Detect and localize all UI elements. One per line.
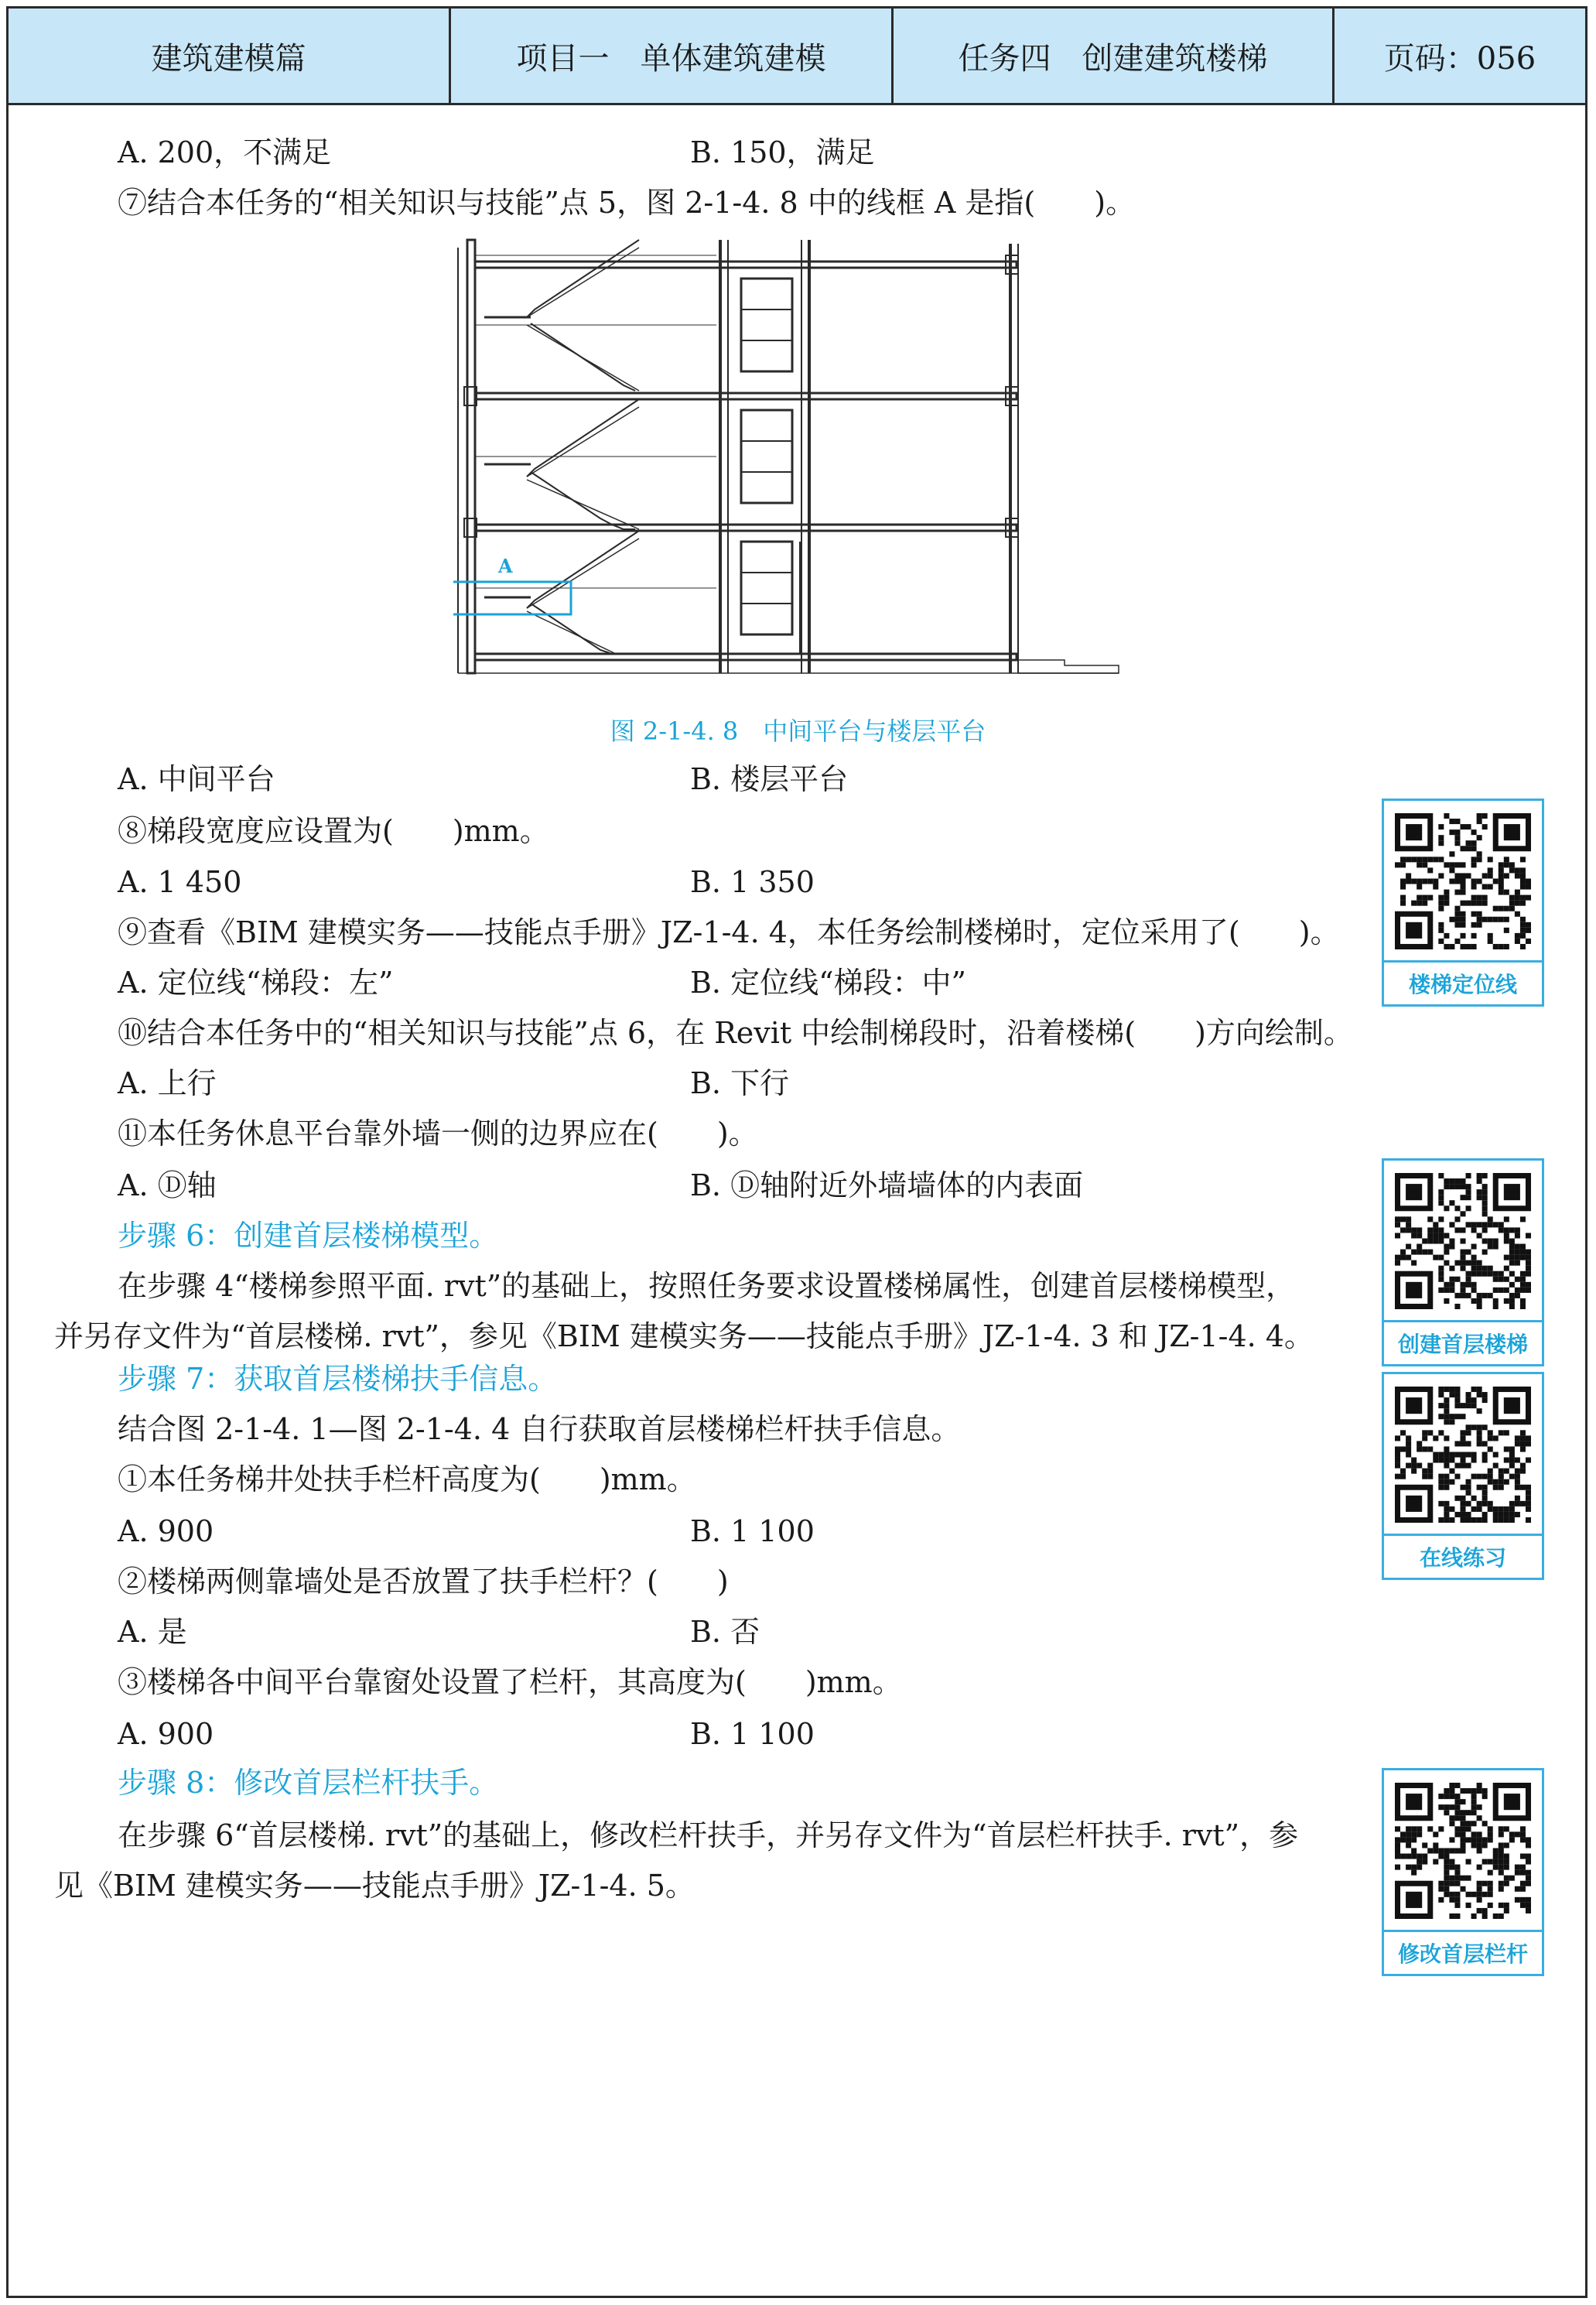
q6-option-b: B. 150，满足 — [690, 135, 875, 169]
step-8-title: 步骤 8：修改首层栏杆扶手。 — [118, 1766, 499, 1800]
step-6-paragraph-line-2: 并另存文件为“首层楼梯. rvt”，参见《BIM 建模实务——技能点手册》JZ-1-4. 3 和 JZ-1-4. 4。 — [54, 1319, 1314, 1353]
question-9: ⑨查看《BIM 建模实务——技能点手册》JZ-1-4. 4，本任务绘制楼梯时，定位采用了( )。 — [118, 915, 1340, 949]
q9-option-b: B. 定位线“梯段：中” — [690, 966, 966, 1000]
question-7: ⑦结合本任务的“相关知识与技能”点 5，图 2-1-4. 8 中的线框 A 是指( )。 — [118, 186, 1136, 220]
step-6-title: 步骤 6：创建首层楼梯模型。 — [118, 1219, 499, 1253]
step-7-q1-option-a: A. 900 — [118, 1514, 214, 1548]
stair-section-figure — [453, 232, 1134, 681]
step-7-question-3: ③楼梯各中间平台靠窗处设置了栏杆，其高度为( )mm。 — [118, 1665, 902, 1699]
qr-code-icon — [1395, 813, 1531, 949]
question-10: ⑩结合本任务中的“相关知识与技能”点 6，在 Revit 中绘制梯段时，沿着楼梯( )方向绘制。 — [118, 1016, 1353, 1050]
header-page-number: 页码：056 — [1383, 40, 1536, 77]
step-7-paragraph: 结合图 2-1-4. 1—图 2-1-4. 4 自行获取首层楼梯栏杆扶手信息。 — [118, 1412, 961, 1446]
figure-marker-a: A — [498, 555, 513, 577]
header-section: 建筑建模篇 — [9, 9, 451, 103]
q6-option-a: A. 200，不满足 — [118, 135, 332, 169]
step-7-q2-option-b: B. 否 — [690, 1615, 760, 1649]
q8-option-a: A. 1 450 — [118, 865, 242, 899]
question-11: ⑪本任务休息平台靠外墙一侧的边界应在( )。 — [118, 1117, 758, 1151]
step-6-paragraph-line-1: 在步骤 4“楼梯参照平面. rvt”的基础上，按照任务要求设置楼梯属性，创建首层楼梯模型， — [118, 1269, 1296, 1303]
header-task: 任务四 创建建筑楼梯 — [894, 9, 1335, 103]
qr-code-icon — [1395, 1173, 1531, 1309]
q10-option-a: A. 上行 — [118, 1066, 217, 1100]
q7-option-b: B. 楼层平台 — [690, 762, 849, 796]
qr-card-stair-locating-line[interactable] — [1382, 799, 1544, 1007]
qr-code-icon — [1395, 1387, 1531, 1523]
header-project: 项目一 单体建筑建模 — [451, 9, 894, 103]
page-header — [6, 6, 1587, 105]
step-7-question-1: ①本任务梯井处扶手栏杆高度为( )mm。 — [118, 1462, 696, 1496]
q8-option-b: B. 1 350 — [690, 865, 815, 899]
question-8: ⑧梯段宽度应设置为( )mm。 — [118, 814, 549, 848]
q11-option-a: A. Ⓓ轴 — [118, 1168, 217, 1202]
qr-label: 楼梯定位线 — [1384, 960, 1542, 1004]
qr-card-create-first-floor-stair[interactable] — [1382, 1158, 1544, 1366]
qr-card-modify-first-floor-railing[interactable] — [1382, 1768, 1544, 1976]
qr-label: 修改首层栏杆 — [1384, 1930, 1542, 1974]
step-7-q2-option-a: A. 是 — [118, 1615, 187, 1649]
step-7-q1-option-b: B. 1 100 — [690, 1514, 815, 1548]
step-7-title: 步骤 7：获取首层楼梯扶手信息。 — [118, 1362, 558, 1396]
step-7-q3-option-a: A. 900 — [118, 1717, 214, 1751]
q7-option-a: A. 中间平台 — [118, 762, 275, 796]
step-7-question-2: ②楼梯两侧靠墙处是否放置了扶手栏杆？( ) — [118, 1565, 729, 1599]
qr-card-online-practice[interactable] — [1382, 1372, 1544, 1580]
step-7-q3-option-b: B. 1 100 — [690, 1717, 815, 1751]
q9-option-a: A. 定位线“梯段：左” — [118, 966, 394, 1000]
step-8-paragraph-line-1: 在步骤 6“首层楼梯. rvt”的基础上，修改栏杆扶手，并另存文件为“首层栏杆扶手. rvt”，参 — [118, 1818, 1299, 1852]
qr-code-icon — [1395, 1783, 1531, 1919]
qr-label: 创建首层楼梯 — [1384, 1320, 1542, 1364]
figure-caption: 图 2-1-4. 8 中间平台与楼层平台 — [610, 716, 986, 746]
qr-label: 在线练习 — [1384, 1534, 1542, 1578]
step-8-paragraph-line-2: 见《BIM 建模实务——技能点手册》JZ-1-4. 5。 — [54, 1869, 695, 1903]
q10-option-b: B. 下行 — [690, 1066, 790, 1100]
q11-option-b: B. Ⓓ轴附近外墙墙体的内表面 — [690, 1168, 1084, 1202]
